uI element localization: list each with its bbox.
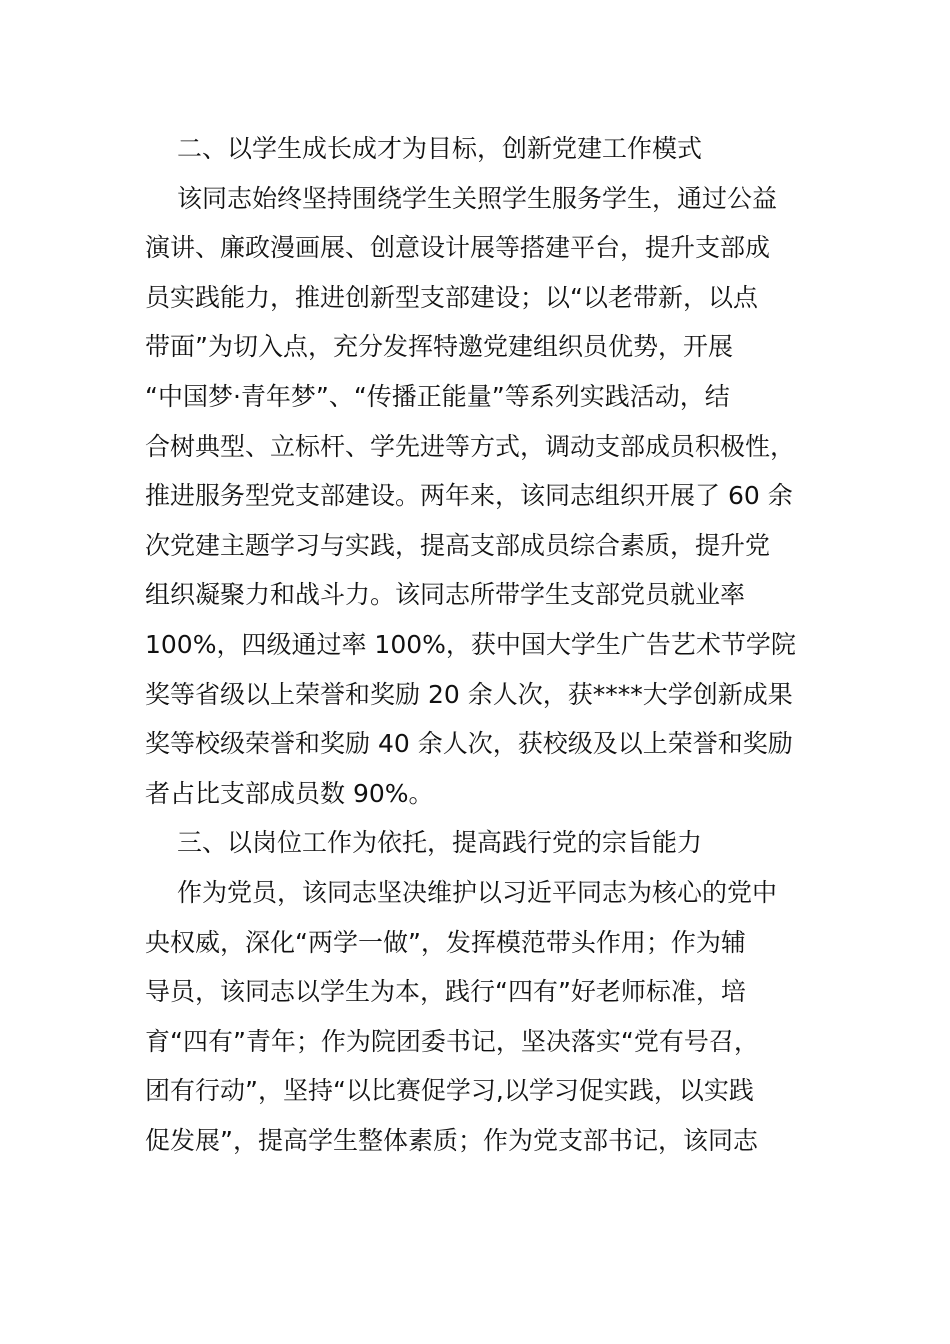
text-line: 央权威，深化“两学一做”，发挥模范带头作用；作为辅 [145,927,746,957]
text-line: 合树典型、立标杆、学先进等方式，调动支部成员积极性， [145,431,796,461]
section-heading-3: 三、以岗位工作为依托，提高践行党的宗旨能力 [177,828,703,858]
text-line: 员实践能力，推进创新型支部建设；以“以老带新，以点 [145,282,758,312]
text-line: 育“四有”青年；作为院团委书记，坚决落实“党有号召， [145,1026,759,1056]
paragraph-2 [145,174,805,819]
text-line: 100%，四级通过率 100%，获中国大学生广告艺术节学院 [145,629,796,659]
text-line: 组织凝聚力和战斗力。该同志所带学生支部党员就业率 [145,580,746,610]
text-line: 推进服务型党支部建设。两年来，该同志组织开展了 60 余 [145,481,793,511]
text-line: 促发展”，提高学生整体素质；作为党支部书记，该同志 [145,1125,758,1155]
text-line: 导员，该同志以学生为本，践行“四有”好老师标准，培 [145,977,746,1007]
section-heading-2: 二、以学生成长成才为目标，创新党建工作模式 [177,134,703,163]
text-line: “中国梦·青年梦”、“传播正能量”等系列实践活动，结 [145,381,730,411]
paragraph-3 [145,868,805,1166]
text-line: 演讲、廉政漫画展、创意设计展等搭建平台，提升支部成 [145,233,771,263]
text-line: 次党建主题学习与实践，提高支部成员综合素质，提升党 [145,530,771,560]
text-line: 奖等省级以上荣誉和奖励 20 余人次，获****大学创新成果 [145,679,793,709]
document-body [145,124,805,1165]
text-line: 奖等校级荣誉和奖励 40 余人次，获校级及以上荣誉和奖励 [145,729,793,759]
text-line: 该同志始终坚持围绕学生关照学生服务学生，通过公益 [177,183,778,213]
text-line: 者占比支部成员数 90%。 [145,778,434,808]
text-line: 团有行动”，坚持“以比赛促学习,以学习促实践，以实践 [145,1076,754,1106]
text-line: 作为党员，该同志坚决维护以习近平同志为核心的党中 [177,877,778,907]
text-line: 带面”为切入点，充分发挥特邀党建组织员优势，开展 [145,332,733,362]
